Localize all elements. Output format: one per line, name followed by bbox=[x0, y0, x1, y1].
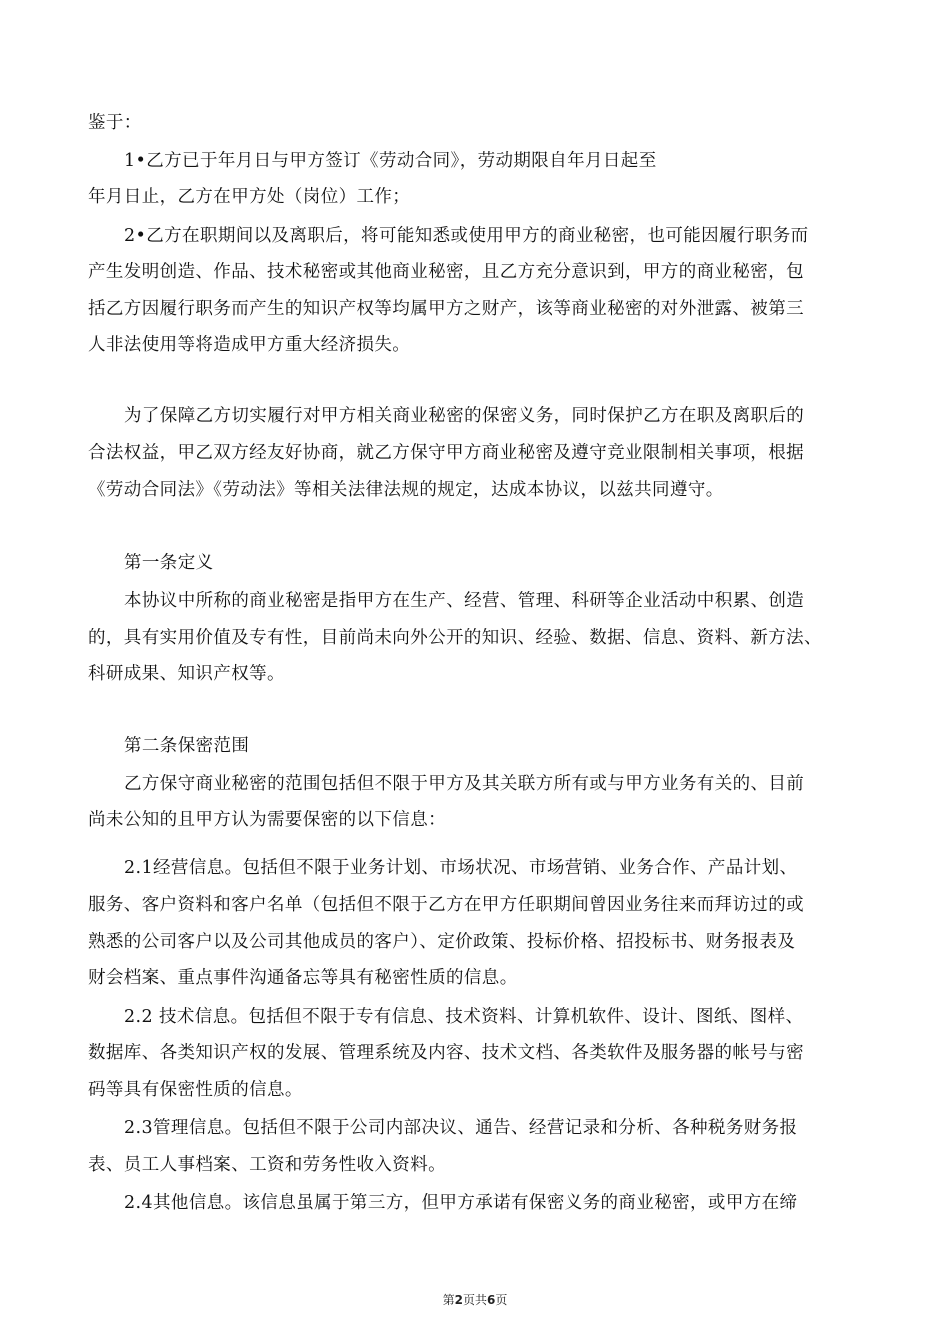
text-line: 财会档案、重点事件沟通备忘等具有秘密性质的信息。 bbox=[88, 968, 518, 988]
text-line: 数据库、各类知识产权的发展、管理系统及内容、技术文档、各类软件及服务器的帐号与密 bbox=[88, 1043, 804, 1063]
text-line: 为了保障乙方切实履行对甲方相关商业秘密的保密义务，同时保护乙方在职及离职后的 bbox=[124, 406, 805, 426]
footer-middle: 页共 bbox=[462, 1293, 487, 1307]
text-line: 1•乙方已于年月日与甲方签订《劳动合同》，劳动期限自年月日起至 bbox=[124, 151, 657, 171]
footer-suffix: 页 bbox=[495, 1293, 508, 1307]
text-line: 《劳动合同法》《劳动法》等相关法律法规的规定，达成本协议，以兹共同遵守。 bbox=[88, 480, 724, 500]
text-line: 人非法使用等将造成甲方重大经济损失。 bbox=[88, 335, 411, 355]
section-heading: 第一条定义 bbox=[124, 553, 214, 573]
current-page-number: 2 bbox=[454, 1293, 463, 1307]
text-line: 表、员工人事档案、工资和劳务性收入资料。 bbox=[88, 1155, 446, 1175]
text-line: 服务、客户资料和客户名单（包括但不限于乙方在甲方任职期间曾因业务往来而拜访过的或 bbox=[88, 895, 804, 915]
text-line: 熟悉的公司客户以及公司其他成员的客户）、定价政策、投标价格、招投标书、财务报表及 bbox=[88, 932, 796, 952]
text-line: 2.4其他信息。该信息虽属于第三方，但甲方承诺有保密义务的商业秘密，或甲方在缔 bbox=[124, 1193, 798, 1213]
text-line: 2.3管理信息。包括但不限于公司内部决议、通告、经营记录和分析、各种税务财务报 bbox=[124, 1118, 798, 1138]
text-line: 产生发明创造、作品、技术秘密或其他商业秘密，且乙方充分意识到，甲方的商业秘密，包 bbox=[88, 262, 804, 282]
section-heading: 第二条保密范围 bbox=[124, 736, 250, 756]
text-line: 码等具有保密性质的信息。 bbox=[88, 1080, 303, 1100]
text-line: 的，具有实用价值及专有性，目前尚未向外公开的知识、经验、数据、信息、资料、新方法、 bbox=[88, 628, 822, 648]
text-line: 合法权益，甲乙双方经友好协商，就乙方保守甲方商业秘密及遵守竞业限制相关事项，根据 bbox=[88, 443, 804, 463]
text-line: 括乙方因履行职务而产生的知识产权等均属甲方之财产，该等商业秘密的对外泄露、被第三 bbox=[88, 299, 804, 319]
text-line: 科研成果、知识产权等。 bbox=[88, 664, 285, 684]
footer-prefix: 第 bbox=[442, 1293, 455, 1307]
text-line: 2.2 技术信息。包括但不限于专有信息、技术资料、计算机软件、设计、图纸、图样、 bbox=[124, 1007, 804, 1027]
page-footer bbox=[0, 1291, 950, 1308]
text-line: 2.1经营信息。包括但不限于业务计划、市场状况、市场营销、业务合作、产品计划、 bbox=[124, 858, 798, 878]
text-line: 乙方保守商业秘密的范围包括但不限于甲方及其关联方所有或与甲方业务有关的、目前 bbox=[124, 774, 805, 794]
text-line: 本协议中所称的商业秘密是指甲方在生产、经营、管理、科研等企业活动中积累、创造 bbox=[124, 591, 805, 611]
text-line: 2•乙方在职期间以及离职后，将可能知悉或使用甲方的商业秘密，也可能因履行职务而 bbox=[124, 226, 809, 246]
total-page-number: 6 bbox=[487, 1293, 496, 1307]
text-line: 鉴于： bbox=[88, 113, 142, 133]
text-line: 尚未公知的且甲方认为需要保密的以下信息： bbox=[88, 810, 446, 830]
text-line: 年月日止，乙方在甲方处（岗位）工作； bbox=[88, 187, 411, 207]
